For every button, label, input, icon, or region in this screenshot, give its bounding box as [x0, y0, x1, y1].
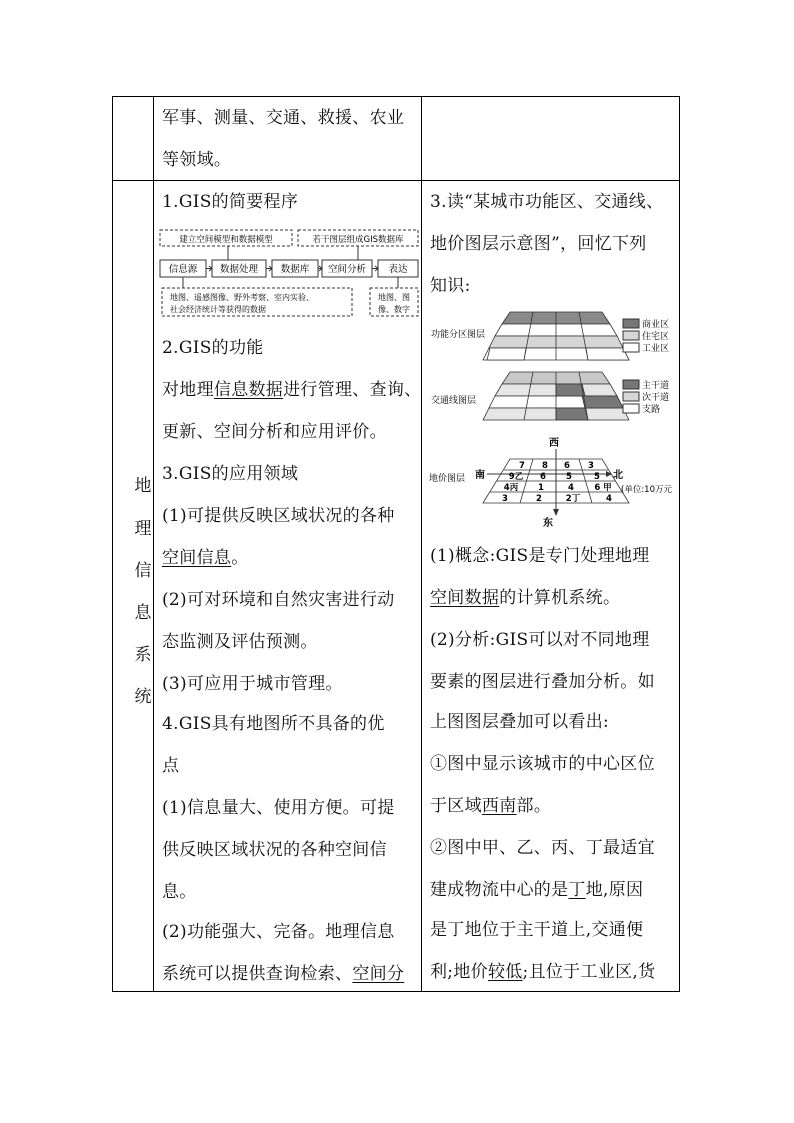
legend2-swatch-main	[623, 380, 639, 389]
point2-line1: ②图中甲、乙、丙、丁最适宜	[430, 838, 655, 858]
zone-grid	[483, 312, 629, 360]
flow-top-left: 建立空间模型和数据模型	[179, 235, 273, 245]
heading-gis-procedure: 1.GIS的简要程序	[162, 192, 299, 212]
heading-gis-application: 3.GIS的应用领域	[162, 464, 299, 484]
legend1-label-3: 工业区	[642, 344, 670, 354]
legend2-label-2: 次干道	[642, 393, 670, 403]
legend2-label-3: 支路	[642, 405, 661, 415]
point1-line2: 于区域西南部。	[430, 796, 552, 816]
analysis-line3: 上图图层叠加可以看出:	[430, 712, 610, 732]
layer1-label: 功能分区图层	[431, 330, 486, 340]
legend1-swatch-industrial	[623, 343, 639, 352]
price-r4-c3: 2丁	[565, 494, 581, 504]
concept-line2: 空间数据的计算机系统。	[430, 588, 621, 608]
heading-gis-advantage-2: 点	[162, 756, 180, 776]
price-r2-c4: 5	[594, 472, 600, 482]
layer2-label: 交通线图层	[431, 396, 477, 406]
point2-line2: 建成物流中心的是丁地,原因	[430, 880, 644, 900]
layer-figure	[425, 306, 680, 532]
gis-flow-diagram	[158, 226, 420, 320]
price-r1-c3: 6	[564, 461, 570, 471]
col-divider-1	[153, 96, 154, 992]
direction-north: 北	[613, 470, 623, 481]
flow-top-right: 若干图层组成GIS数据库	[312, 235, 404, 245]
price-r4-c1: 3	[502, 494, 508, 504]
price-r3-c3: 4	[568, 483, 574, 493]
price-r2-c2: 6	[540, 472, 546, 482]
legend1-label-2: 住宅区	[642, 332, 670, 342]
flow-bottom-right-1: 地图、图	[378, 293, 410, 302]
side-label-2: 理	[134, 519, 152, 539]
analysis-line2: 要素的图层进行叠加分析。如	[430, 672, 655, 692]
side-label-5: 系	[134, 645, 152, 665]
side-label-3: 信	[134, 561, 152, 581]
point2-line3: 是丁地位于主干道上,交通便	[430, 920, 644, 940]
transport-grid	[483, 372, 629, 420]
adv-2-line1: (2)功能强大、完备。地理信息	[162, 922, 395, 942]
price-r1-c4: 3	[588, 461, 594, 471]
concept-line1: (1)概念:GIS是专门处理地理	[430, 546, 650, 566]
price-r3-c1: 4丙	[503, 483, 519, 493]
app-1-line2: 空间信息。	[162, 548, 249, 568]
question-line3: 知识:	[430, 276, 471, 296]
point1-line1: ①图中显示该城市的中心区位	[430, 754, 655, 774]
flow-node-5: 表达	[388, 264, 408, 275]
legend2-label-1: 主干道	[642, 381, 670, 391]
analysis-line1: (2)分析:GIS可以对不同地理	[430, 630, 650, 650]
flow-bottom-left-2: 社会经济统计等获得的数据	[170, 305, 266, 314]
flow-node-4: 空间分析	[327, 264, 367, 275]
app-3: (3)可应用于城市管理。	[162, 674, 343, 694]
legend2-swatch-branch	[623, 404, 639, 413]
app-2-line2: 态监测及评估预测。	[162, 632, 318, 652]
app-1-line1: (1)可提供反映区域状况的各种	[162, 506, 395, 526]
price-r2-c1: 9乙	[508, 472, 524, 482]
app-2-line1: (2)可对环境和自然灾害进行动	[162, 590, 395, 610]
flow-node-1: 信息源	[168, 264, 198, 275]
legend1-swatch-commercial	[623, 319, 639, 328]
adv-1-line2: 供反映区域状况的各种空间信	[162, 840, 387, 860]
price-r3-c4: 6 甲	[594, 483, 612, 493]
price-r3-c2: 1	[538, 483, 544, 493]
price-r4-c4: 4	[606, 494, 612, 504]
function-line1: 对地理信息数据进行管理、查询、	[162, 380, 422, 400]
side-label-6: 统	[134, 687, 152, 707]
layer3-label: 地价图层	[429, 474, 466, 484]
question-line1: 3.读“某城市功能区、交通线、	[430, 192, 664, 212]
row1-line2: 等领域。	[162, 150, 232, 170]
flow-node-3: 数据库	[280, 264, 310, 275]
direction-west: 西	[549, 438, 559, 449]
flow-node-2: 数据处理	[219, 264, 259, 275]
question-line2: 地价图层示意图”，回忆下列	[430, 234, 647, 254]
adv-2-line2: 系统可以提供查询检索、空间分	[162, 964, 405, 984]
row1-line1: 军事、测量、交通、救援、农业	[162, 108, 405, 128]
price-unit: (单位:10万元	[621, 485, 672, 495]
legend1-swatch-residential	[623, 331, 639, 340]
legend2-swatch-secondary	[623, 392, 639, 401]
side-label-1: 地	[134, 476, 152, 496]
price-r1-c2: 8	[542, 461, 548, 471]
side-label-4: 息	[134, 603, 152, 623]
flow-bottom-left-1: 地图、遥感图像、野外考察、室内实验、	[170, 293, 314, 302]
col-divider-2	[421, 96, 422, 992]
adv-1-line1: (1)信息量大、使用方便。可提	[162, 798, 395, 818]
heading-gis-advantage-1: 4.GIS具有地图所不具备的优	[162, 714, 385, 734]
flow-bottom-right-2: 像、数字	[378, 305, 410, 314]
direction-east: 东	[543, 518, 553, 529]
legend1-label-1: 商业区	[642, 320, 670, 330]
price-r4-c2: 2	[536, 494, 542, 504]
price-r1-c1: 7	[519, 461, 525, 471]
heading-gis-function: 2.GIS的功能	[162, 338, 264, 358]
point2-line4: 利;地价较低;且位于工业区,货	[430, 962, 656, 982]
direction-south: 南	[475, 470, 485, 481]
adv-1-line3: 息。	[162, 882, 197, 902]
function-line2: 更新、空间分析和应用评价。	[162, 422, 387, 442]
price-values	[502, 461, 612, 504]
price-r2-c3: 5	[566, 472, 572, 482]
row-divider	[112, 180, 680, 181]
